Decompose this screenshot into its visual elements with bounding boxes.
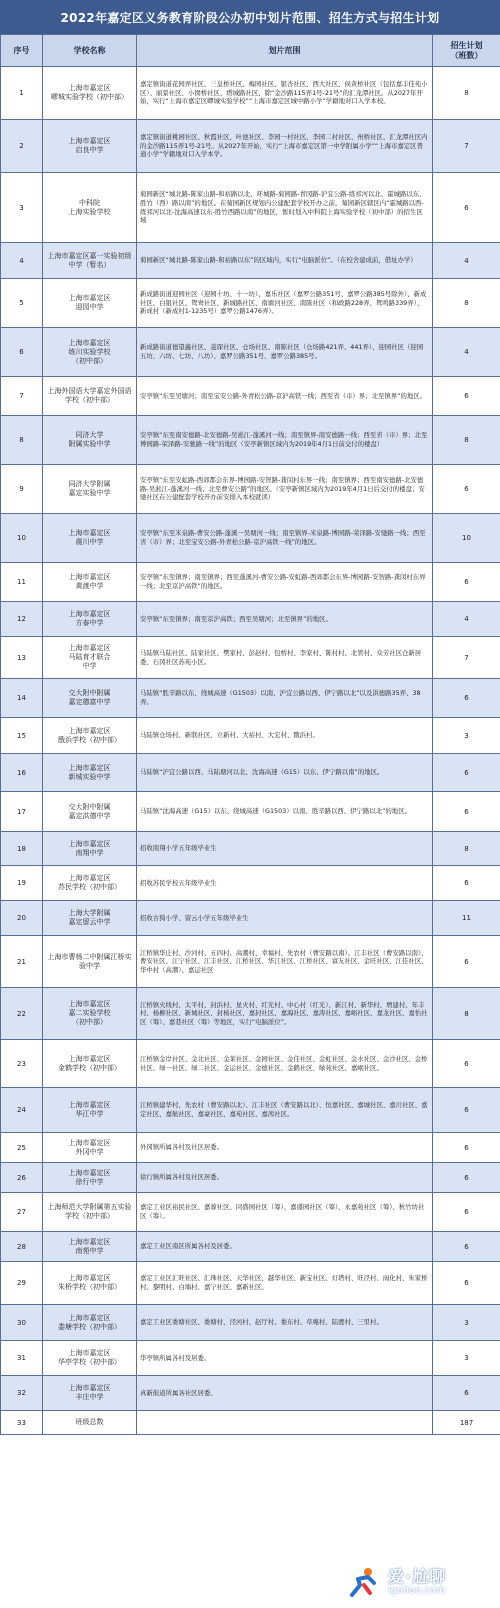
cell-no: 5 xyxy=(1,279,43,328)
cell-no: 6 xyxy=(1,328,43,377)
table-row xyxy=(1,243,500,279)
cell-scope: 新成路街道迎园社区（迎园十坊、十一坊）、嘉乐社区（嘉罗公路351号、嘉罗公路385号除外）、新成社区、白银社区、鸳鸯社区、新城路社区、南塘河社区、南陈社区（和政路228弄、鸳鸣路339弄）、新成村（新成村1-1235号）嘉罗公路1476弄）。 xyxy=(137,279,433,328)
cell-scope: 招收古猗小学、留云小学五年级毕业生 xyxy=(137,901,433,936)
cell-scope: 招收南翔小学五年级毕业生 xyxy=(137,832,433,866)
cell-plan: 4 xyxy=(433,243,500,279)
cell-no: 26 xyxy=(1,1163,43,1193)
total-empty xyxy=(137,1411,433,1435)
cell-no: 16 xyxy=(1,754,43,792)
table-row xyxy=(1,792,500,832)
cell-plan: 3 xyxy=(433,1305,500,1341)
cell-scope: 马陆镇“沪宜公路以西、马陆塘河以北、沈海高速（G15）以东、伊宁路以南”的地区。 xyxy=(137,754,433,792)
table-row xyxy=(1,1040,500,1088)
cell-scope: 真新街道所属各社区居委。 xyxy=(137,1376,433,1411)
table-row xyxy=(1,377,500,416)
cell-no: 24 xyxy=(1,1088,43,1133)
cell-scope: 嘉定工业区南区所属各村及居委。 xyxy=(137,1232,433,1262)
cell-scope: 华亭镇所属各村及居委。 xyxy=(137,1341,433,1376)
cell-no: 9 xyxy=(1,465,43,514)
cell-no: 3 xyxy=(1,173,43,243)
cell-no: 12 xyxy=(1,602,43,637)
table-row xyxy=(1,279,500,328)
cell-school-name: 上海市嘉定区 丰庄中学 xyxy=(43,1376,137,1411)
page-title: 2022年嘉定区义务教育阶段公办初中划片范围、招生方式与招生计划 xyxy=(0,0,500,34)
site-watermark xyxy=(346,1562,496,1604)
cell-plan: 6 xyxy=(433,1376,500,1411)
cell-plan: 6 xyxy=(433,377,500,416)
table-row xyxy=(1,718,500,754)
cell-no: 19 xyxy=(1,866,43,901)
cell-no: 11 xyxy=(1,563,43,602)
cell-school-name: 上海师范大学附属第五实验学校（初中部） xyxy=(43,1193,137,1232)
cell-school-name: 上海市嘉定区 南苑中学 xyxy=(43,1232,137,1262)
header-name: 学校名称 xyxy=(43,35,137,67)
cell-school-name: 上海大学附属 嘉定留云中学 xyxy=(43,901,137,936)
cell-no: 30 xyxy=(1,1305,43,1341)
cell-school-name: 上海市嘉定区 方泰中学 xyxy=(43,602,137,637)
cell-no: 7 xyxy=(1,377,43,416)
cell-scope: 江桥镇建华村、先农村（曹安路以北）、江丰社区（曹安路以北）、恒嘉社区、嘉城社区、嘉川社区、嘉定社区、嘉航社区、嘉豪社区、嘉苑社区、嘉茜社区。 xyxy=(137,1088,433,1133)
table-row xyxy=(1,465,500,514)
cell-school-name: 上海市嘉定区 娄塘学校（初中部） xyxy=(43,1305,137,1341)
cell-school-name: 同济大学附属 嘉定实验中学 xyxy=(43,465,137,514)
cell-school-name: 上海市曹杨二中附属江桥实验中学 xyxy=(43,936,137,988)
cell-plan: 11 xyxy=(433,901,500,936)
cell-school-name: 交大附中附属 嘉定德富中学 xyxy=(43,679,137,718)
cell-school-name: 上海市嘉定区 苏民学校（初中部） xyxy=(43,866,137,901)
table-row xyxy=(1,120,500,173)
cell-school-name: 上海市嘉定区 南翔中学 xyxy=(43,832,137,866)
cell-scope: 嘉定工业区裕民社区、嘉蓉社区、同盛园社区（筹）、嘉盛园社区（筹）、永嘉苑社区（筹）、秋竹坊社区（筹）。 xyxy=(137,1193,433,1232)
header-scope: 划片范围 xyxy=(137,35,433,67)
cell-school-name: 上海市嘉定区 启良中学 xyxy=(43,120,137,173)
cell-plan: 8 xyxy=(433,988,500,1040)
cell-no: 17 xyxy=(1,792,43,832)
cell-scope: 徐行镇所属各村及社区居委。 xyxy=(137,1163,433,1193)
cell-scope: 安亭镇“东至米泉路-曹安公路-蓬溪一吴塘河一线；南至镇界-米泉路-博园路-荣泽路-安驰路一线；西至省（市）界；北至宝安公路-外青松公路-京沪高铁一线”的地区。 xyxy=(137,514,433,563)
table-row xyxy=(1,988,500,1040)
cell-no: 22 xyxy=(1,988,43,1040)
cell-scope: 菊园新区“城北路-陈家山路-和裕路以东”的区域内，实行“电脑派位”。（在校舍建成前，借址办学） xyxy=(137,243,433,279)
cell-school-name: 同济大学 附属实验中学 xyxy=(43,416,137,465)
cell-plan: 6 xyxy=(433,563,500,602)
cell-plan: 6 xyxy=(433,866,500,901)
cell-scope: 安亭镇“东至安虹路-西郊都会东界-博园路-安智路-龚闵村东界一线；南至镇界；西至南安德路-北安德路-吴淞江-蓬溪河一线；北至曹安公路”的地区。（安亭新镇区域内为2019年4月1日后交付的楼盘；安驰社区在公建配套学校开办前安排入本校就读） xyxy=(137,465,433,514)
table-row xyxy=(1,936,500,988)
table-row xyxy=(1,637,500,679)
cell-plan: 6 xyxy=(433,1163,500,1193)
cell-no: 23 xyxy=(1,1040,43,1088)
cell-school-name: 上海市嘉定区 华亭学校（初中部） xyxy=(43,1341,137,1376)
cell-scope: 外冈镇所属各村及社区居委。 xyxy=(137,1133,433,1163)
cell-scope: 菊园新区“城北路-陈家山路-和裕路以北、环城路-菊园路-青冈路-沪宜公路-练祁河以北、霍城路以东、胜竹（西）路以南”的地区。在菊园新区规划内公建配套学校开办之前，菊园新区辖区内“霍城路以西-练祁河以北-沈海高速以东-胜竹西路以南”的地区，暂时划入中科院上海实验学校（初中部）的招生区域 xyxy=(137,173,433,243)
cell-no: 4 xyxy=(1,243,43,279)
cell-plan: 6 xyxy=(433,1040,500,1088)
cell-scope: 嘉定工业区娄塘社区、娄塘村、泾河村、赵厅村、娄东村、草庵村、陆渡村、三里村。 xyxy=(137,1305,433,1341)
cell-plan: 6 xyxy=(433,1088,500,1133)
cell-no: 32 xyxy=(1,1376,43,1411)
cell-plan: 6 xyxy=(433,1232,500,1262)
cell-plan: 4 xyxy=(433,328,500,377)
table-row xyxy=(1,328,500,377)
table-row xyxy=(1,173,500,243)
cell-no: 31 xyxy=(1,1341,43,1376)
cell-school-name: 交大附中附属 嘉定洪德中学 xyxy=(43,792,137,832)
cell-school-name: 上海外国语大学嘉定外国语学校（初中部） xyxy=(43,377,137,416)
cell-school-name: 上海市嘉定区 华江中学 xyxy=(43,1088,137,1133)
table-row xyxy=(1,1305,500,1341)
cell-no: 28 xyxy=(1,1232,43,1262)
table-row xyxy=(1,1376,500,1411)
cell-school-name: 上海市嘉定区 嘉二实验学校 （初中部） xyxy=(43,988,137,1040)
table-row xyxy=(1,866,500,901)
cell-school-name: 上海市嘉定区 朱桥学校（初中部） xyxy=(43,1262,137,1305)
watermark-brand: 爱·尬聊 xyxy=(388,1567,447,1587)
cell-plan: 3 xyxy=(433,718,500,754)
table-row xyxy=(1,563,500,602)
cell-no: 25 xyxy=(1,1133,43,1163)
cell-no: 29 xyxy=(1,1262,43,1305)
cell-school-name: 上海市嘉定区 疁城实验学校（初中部） xyxy=(43,67,137,120)
cell-no: 15 xyxy=(1,718,43,754)
cell-scope: 嘉定镇街道桃园社区、秋霞社区、叶池社区、李园一村社区、李园二村社区、州桥社区、汇龙潭社区内的金沙路115弄1号-21号。从2027年开始，实行“上海市嘉定区第一中学附属小学”“上海市嘉定区普通小学”学籍地对口入学本学。 xyxy=(137,120,433,173)
cell-plan: 6 xyxy=(433,1193,500,1232)
cell-plan: 6 xyxy=(433,792,500,832)
cell-scope: 嘉定工业区汇旺社区、汇珠社区、天华社区、越华社区、新宝社区、灯塔村、旺泾村、雨化村、朱家桥村、黎明村、白墙村、嘉宁社区、嘉新社区。 xyxy=(137,1262,433,1305)
cell-plan: 6 xyxy=(433,679,500,718)
cell-no: 18 xyxy=(1,832,43,866)
cell-no: 10 xyxy=(1,514,43,563)
cell-plan: 8 xyxy=(433,416,500,465)
table-row xyxy=(1,1133,500,1163)
cell-scope: 马陆镇仓场村、新联社区、立新村、大裕村、大宏村、戬浜村。 xyxy=(137,718,433,754)
cell-school-name: 上海市嘉定区 震川中学 xyxy=(43,514,137,563)
cell-plan: 8 xyxy=(433,279,500,328)
cell-scope: 安亭镇“东至镇界；南至镇界；西至蓬溪河-曹安公路-安虹路-西郊都会东界-博园路-安智路-龚闵村东界一线；北至京沪高铁”的地区。 xyxy=(137,563,433,602)
cell-scope: 马陆镇“沈海高速（G15）以东、绕城高速（G1503）以南、胜辛路以西、伊宁路以北”的地区。 xyxy=(137,792,433,832)
cell-school-name: 上海市嘉定区 金鹤学校（初中部） xyxy=(43,1040,137,1088)
cell-school-name: 上海市嘉定区 新城实验中学 xyxy=(43,754,137,792)
cell-plan: 7 xyxy=(433,637,500,679)
cell-plan: 8 xyxy=(433,67,500,120)
cell-scope: 江桥镇华庄村、沙河村、五四村、高潮村、幸福村、先农村（曹安路以南）、江丰社区（曹安路以南）、曹安社区、江宁社区、江丰社区、江桥社区、华江社区、江桥社区、富友社区、金旺社区、江佳社区、华中村（高潮）、嘉运社区 xyxy=(137,936,433,988)
cell-no: 13 xyxy=(1,637,43,679)
cell-scope: 马陆镇“胜辛路以东、绕城高速（G1503）以南、沪宜公路以西、伊宁路以北”以及洪德路35弄、38弄。 xyxy=(137,679,433,718)
cell-school-name: 上海市嘉定区 外冈中学 xyxy=(43,1133,137,1163)
watermark-url: igaliao.com xyxy=(388,1585,446,1597)
cell-plan: 6 xyxy=(433,465,500,514)
cell-school-name: 上海市嘉定区嘉一实验初级中学（暂名） xyxy=(43,243,137,279)
table-row xyxy=(1,1262,500,1305)
cell-scope: 安亭镇“东至镇界；南至京沪高铁；西至吴塘河；北至镇界”的地区。 xyxy=(137,602,433,637)
cell-plan: 6 xyxy=(433,754,500,792)
cell-school-name: 上海市嘉定区 黄渡中学 xyxy=(43,563,137,602)
runner-logo-icon xyxy=(346,1565,382,1601)
header-no: 序号 xyxy=(1,35,43,67)
cell-scope: 江桥镇火线村、太平村、封浜村、星火村、红光村、中心村（红光）、新江村、新华村、增建村、年丰村、杨柳社区、新城社区、封杨社区、嘉封社区、嘉海社区、嘉涛社区、嘉峪社区、嘉龙社区、嘉怡社区（筹）、嘉巷社区（筹）等地区，实行“电脑派位”。 xyxy=(137,988,433,1040)
cell-plan: 6 xyxy=(433,936,500,988)
cell-no: 27 xyxy=(1,1193,43,1232)
cell-school-name: 上海市嘉定区 徐行中学 xyxy=(43,1163,137,1193)
table-row xyxy=(1,1163,500,1193)
cell-no: 1 xyxy=(1,67,43,120)
cell-no: 14 xyxy=(1,679,43,718)
cell-school-name: 上海市嘉定区 戬浜学校（初中部） xyxy=(43,718,137,754)
header-plan: 招生计划 （班数） xyxy=(433,35,500,67)
cell-plan: 7 xyxy=(433,120,500,173)
table-row xyxy=(1,67,500,120)
table-row xyxy=(1,1088,500,1133)
cell-no: 8 xyxy=(1,416,43,465)
cell-no: 21 xyxy=(1,936,43,988)
total-label: 班级总数 xyxy=(43,1411,137,1435)
table-row xyxy=(1,832,500,866)
cell-school-name: 上海市嘉定区 迎园中学 xyxy=(43,279,137,328)
cell-school-name: 上海市嘉定区 马陆育才联合 中学 xyxy=(43,637,137,679)
table-row xyxy=(1,901,500,936)
cell-plan: 6 xyxy=(433,1133,500,1163)
cell-plan: 10 xyxy=(433,514,500,563)
cell-scope: 马陆镇马陆社区、陆家社区、樊家村、彭赵村、包桥村、李家村、陈村村、北管村、众芳社区仓新居委、石冈社区苏苑小区。 xyxy=(137,637,433,679)
cell-school-name: 上海市嘉定区 练川实验学校 （初中部） xyxy=(43,328,137,377)
cell-scope: 新成路街道德望鑫社区、菱琛社区、仓场社区、南陈社区（仓场路421弄、441弄）、迎园社区（迎园五坊、六坊、七坊、八坊）、嘉罗公路351号、嘉罗公路385号。 xyxy=(137,328,433,377)
cell-plan: 4 xyxy=(433,602,500,637)
total-plan: 187 xyxy=(433,1411,500,1435)
table-body xyxy=(1,67,500,1435)
table-row xyxy=(1,1341,500,1376)
table-row xyxy=(1,679,500,718)
table-row xyxy=(1,1193,500,1232)
cell-scope: 安亭镇“东至吴塘河；南至宝安公路-外青松公路-京沪高铁一线；西至省（市）界；北至镇界”的地区。 xyxy=(137,377,433,416)
cell-scope: 嘉定镇街道花园弄社区、三皇桥社区、梅园社区、银杏社区、西大社区、侯黄桥社区（包括嘉丰佳苑小区）、丽景社区、小囡桥社区、塔城路社区、除“金沙路115弄1号-21号”的汇龙潭社区。从2027年开始，实行“上海市嘉定区疁城实验学校”“上海市嘉定区城中路小学”学籍地对口入学本校。 xyxy=(137,67,433,120)
cell-plan: 8 xyxy=(433,832,500,866)
table-row xyxy=(1,754,500,792)
cell-scope: 江桥镇金岸社区、金北社区、金莱社区、金园社区、金佳社区、金虹社区、金水社区、金沙社区、金桥社区、绿一社区、绿二社区、金运社区、金德社区、金鹤社区、绿苑社区、嘉岷社区。 xyxy=(137,1040,433,1088)
table-header-row xyxy=(1,35,500,67)
table-row xyxy=(1,416,500,465)
total-no: 33 xyxy=(1,1411,43,1435)
cell-plan: 3 xyxy=(433,1341,500,1376)
cell-plan: 6 xyxy=(433,173,500,243)
cell-no: 20 xyxy=(1,901,43,936)
cell-scope: 招收苏民学校五年级毕业生 xyxy=(137,866,433,901)
cell-no: 2 xyxy=(1,120,43,173)
enrollment-table xyxy=(0,34,500,1435)
table-row xyxy=(1,1232,500,1262)
table-row xyxy=(1,602,500,637)
total-row xyxy=(1,1411,500,1435)
table-row xyxy=(1,514,500,563)
cell-plan: 6 xyxy=(433,1262,500,1305)
cell-scope: 安亭镇“东至南安德路-北安德路-吴淞江-蓬溪河一线；南至镇界-南安德路一线；西至省（市）界；北至博园路-荣泽路-安驰路一线”的地区（安亭新镇区域内为2019年4月1日前交付的楼盘） xyxy=(137,416,433,465)
cell-school-name: 中科院 上海实验学校 xyxy=(43,173,137,243)
